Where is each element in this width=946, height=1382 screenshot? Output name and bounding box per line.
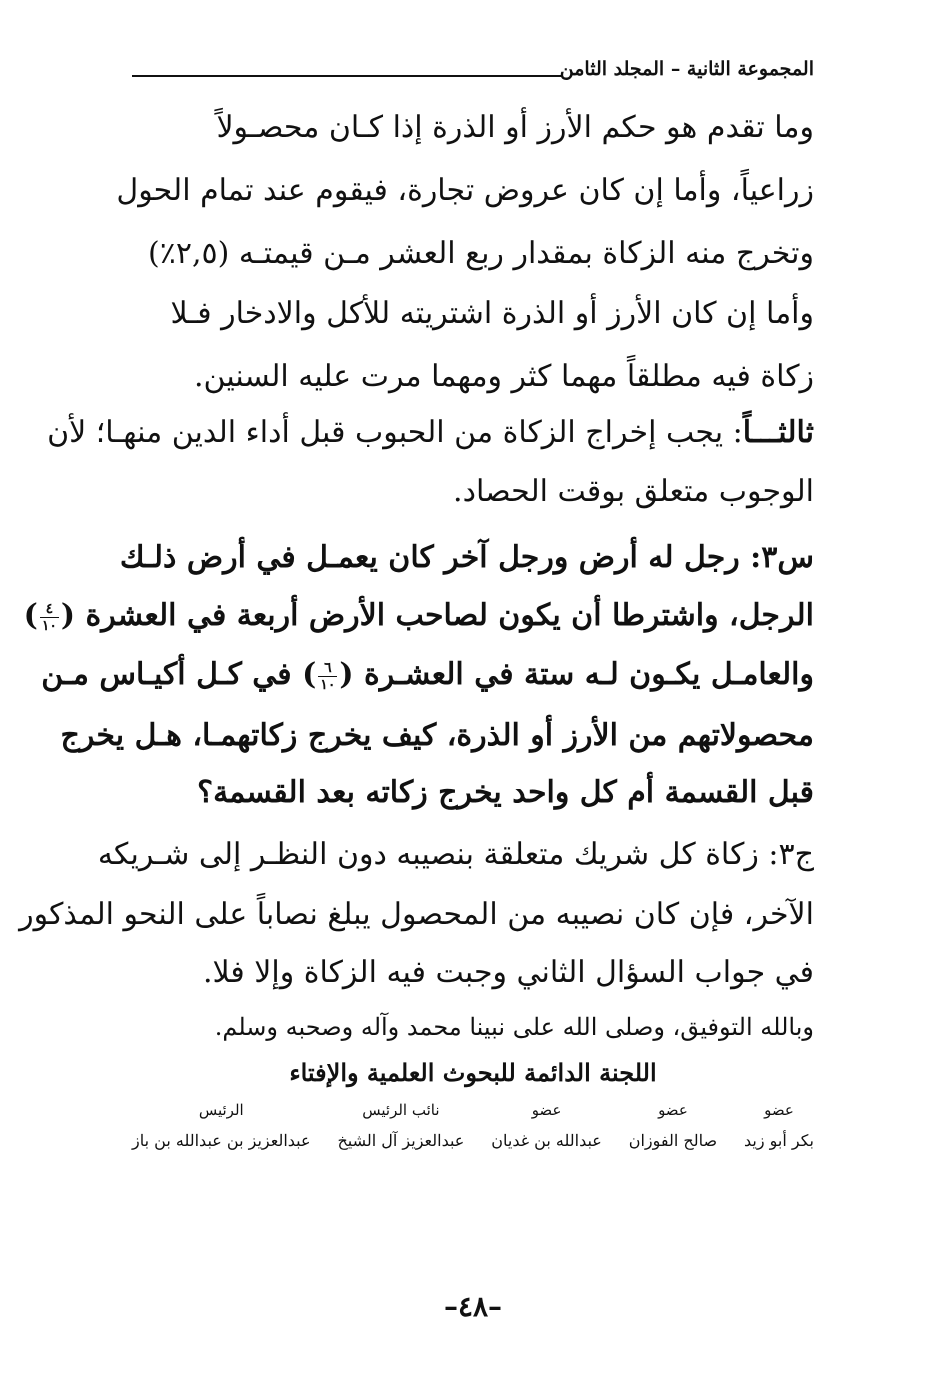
- committee-title: اللجنة الدائمة للبحوث العلمية والإفتاء: [289, 1058, 657, 1087]
- page-number: –٤٨–: [443, 1290, 503, 1323]
- member-role: عضو: [764, 1101, 794, 1119]
- member-role: الرئيس: [198, 1101, 244, 1119]
- answer-line: ج٣: زكاة كل شريك متعلقة بنصيبه دون النظـر إلى شـريكه: [97, 837, 814, 872]
- fraction-six-tenths: [318, 661, 337, 692]
- member-name: بكر أبو زيد: [743, 1131, 814, 1150]
- committee-member: [491, 1098, 602, 1162]
- paragraph-line: زكاة فيه مطلقاً مهما كثر ومهما مرت عليه السنين.: [193, 359, 814, 394]
- committee-member: [337, 1098, 464, 1162]
- fraction-four-tenths: [40, 602, 59, 633]
- member-role: نائب الرئيس: [362, 1101, 440, 1119]
- third-point-text: : يجب إخراج الزكاة من الحبوب قبل أداء الدين منهـا؛ لأن: [47, 415, 743, 450]
- paragraph-line: وتخرج منه الزكاة بمقدار ربع العشر مـن قيمتـه (٢,٥٪): [148, 236, 814, 271]
- header-title: المجموعة الثانية – المجلد الثامن: [559, 58, 814, 80]
- page-header: [132, 58, 814, 92]
- fraction-denominator: ١٠: [320, 676, 336, 693]
- answer-line: الآخر، فإن كان نصيبه من المحصول يبلغ نصاباً على النحو المذكور: [19, 897, 814, 932]
- question-text: الرجل، واشترطا أن يكون لصاحب الأرض أربعة في العشرة (: [60, 598, 814, 633]
- paragraph-line: الوجوب متعلق بوقت الحصاد.: [453, 474, 814, 509]
- committee-member: [744, 1098, 814, 1162]
- committee-members: [132, 1098, 814, 1162]
- member-name: عبدالله بن غديان: [491, 1131, 602, 1150]
- question-text: ): [23, 598, 38, 633]
- member-name: صالح الفوزان: [628, 1131, 718, 1150]
- question-line: [23, 594, 814, 638]
- fraction-numerator: ٦: [324, 659, 332, 676]
- question-line: محصولاتهم من الأرز أو الذرة، كيف يخرج زكاتهمـا، هـل يخرج: [60, 718, 814, 753]
- question-line: قبل القسمة أم كل واحد يخرج زكاته بعد القسمة؟: [197, 775, 814, 810]
- question-text: ) في كـل أكيـاس مـن: [41, 657, 317, 692]
- closing-line: وبالله التوفيق، وصلى الله على نبينا محمد وآله وصحبه وسلم.: [214, 1013, 814, 1041]
- paragraph-line: زراعياً، وأما إن كان عروض تجارة، فيقوم عند تمام الحول: [116, 173, 814, 208]
- third-point-line: [47, 411, 814, 455]
- answer-line: في جواب السؤال الثاني وجبت فيه الزكاة وإلا فلا.: [202, 955, 814, 990]
- header-rule: [132, 75, 562, 77]
- committee-member: [629, 1098, 717, 1162]
- question-line: [41, 653, 814, 697]
- fraction-numerator: ٤: [45, 600, 54, 617]
- third-point-label: ثالثـــاً: [742, 415, 814, 450]
- question-line: س٣: رجل له أرض ورجل آخر كان يعمـل في أرض ذلـك: [119, 540, 814, 575]
- paragraph-line: وما تقدم هو حكم الأرز أو الذرة إذا كـان محصـولاً: [216, 110, 814, 145]
- member-name: عبدالعزيز آل الشيخ: [337, 1131, 465, 1150]
- fraction-denominator: ١٠: [41, 617, 57, 634]
- member-role: عضو: [531, 1101, 562, 1119]
- member-role: عضو: [658, 1101, 688, 1119]
- question-text: والعامـل يكـون لـه ستة في العشـرة (: [339, 657, 814, 692]
- committee-member: [132, 1098, 311, 1162]
- paragraph-line: وأما إن كان الأرز أو الذرة اشتريته للأكل والادخار فـلا: [170, 296, 814, 331]
- member-name: عبدالعزيز بن عبدالله بن باز: [132, 1131, 311, 1150]
